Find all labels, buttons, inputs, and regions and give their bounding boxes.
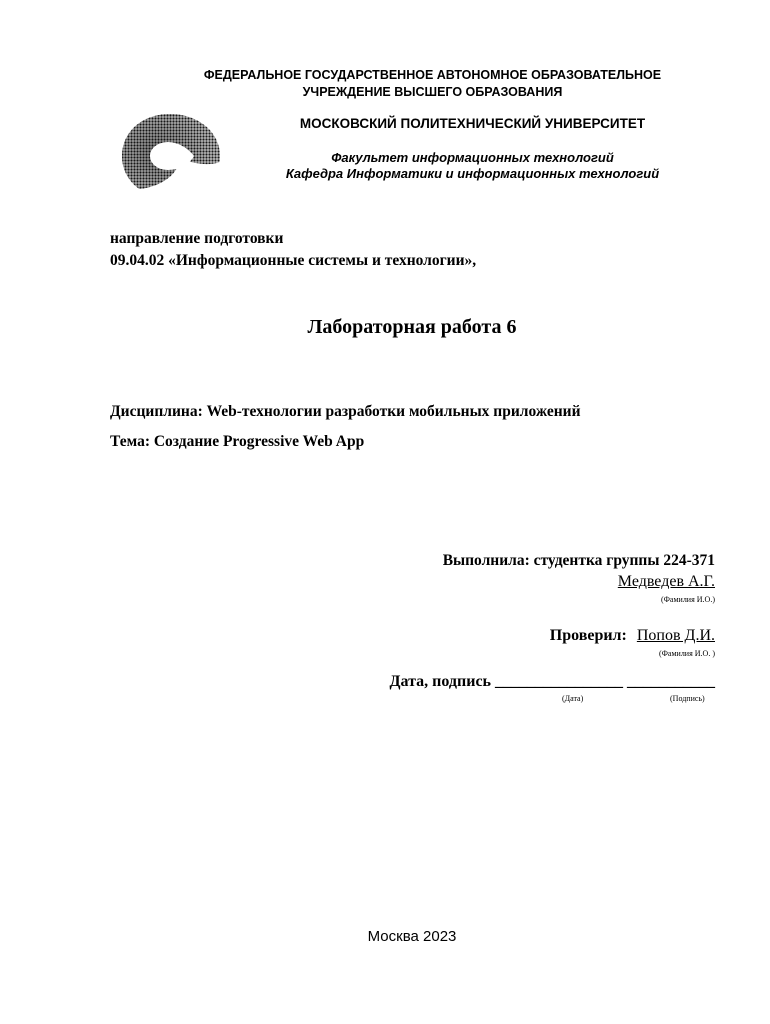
date-signature-line: Дата, подпись ________________ ___________ bbox=[389, 673, 715, 690]
checked-by-label: Проверил: bbox=[549, 627, 627, 644]
document-title: Лабораторная работа 6 bbox=[307, 316, 517, 338]
signature-hint: (Подпись) bbox=[670, 694, 705, 703]
checked-by-line bbox=[550, 627, 715, 645]
topic: Тема: Создание Progressive Web App bbox=[110, 433, 365, 450]
checker-name-hint: (Фамилия И.О. ) bbox=[658, 649, 715, 658]
discipline: Дисциплина: Web-технологии разработки мобильных приложений bbox=[110, 403, 581, 420]
department-name: Кафедра Информатики и информационных технологий bbox=[285, 166, 660, 181]
checker-name: Попов Д.И. bbox=[636, 627, 715, 644]
student-name-hint: (Фамилия И.О.) bbox=[660, 595, 715, 604]
city-year: Москва 2023 bbox=[367, 928, 457, 945]
done-by-label: Выполнила: студентка группы 224-371 bbox=[442, 552, 715, 569]
student-name: Медведев А.Г. bbox=[617, 573, 715, 590]
university-name: МОСКОВСКИЙ ПОЛИТЕХНИЧЕСКИЙ УНИВЕРСИТЕТ bbox=[299, 116, 646, 131]
institution-line-1: ФЕДЕРАЛЬНОЕ ГОСУДАРСТВЕННОЕ АВТОНОМНОЕ ОБРАЗОВАТЕЛЬНОЕ bbox=[203, 68, 662, 82]
institution-line-2: УЧРЕЖДЕНИЕ ВЫСШЕГО ОБРАЗОВАНИЯ bbox=[302, 85, 563, 99]
direction-value: 09.04.02 «Информационные системы и технологии», bbox=[110, 252, 477, 269]
direction-label: направление подготовки bbox=[110, 230, 284, 247]
faculty-name: Факультет информационных технологий bbox=[331, 150, 614, 165]
date-hint: (Дата) bbox=[562, 694, 584, 703]
